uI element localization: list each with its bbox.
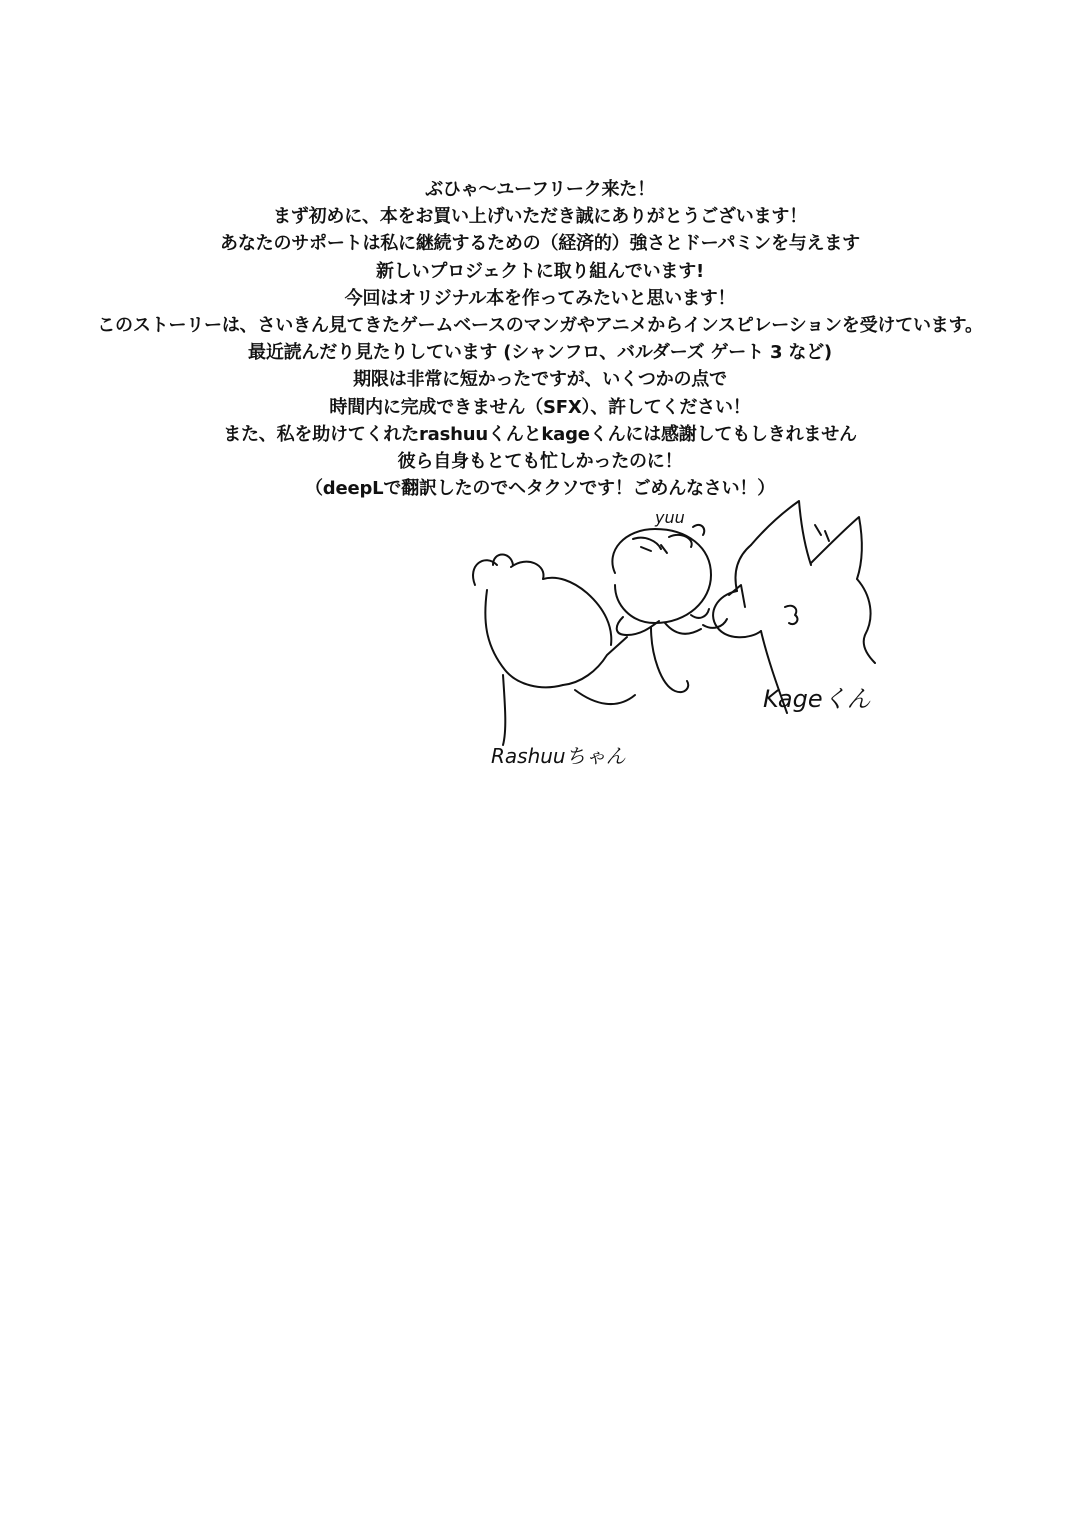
message-line: ぶひゃ〜ユーフリーク来た！ bbox=[425, 179, 655, 200]
sketch-labels bbox=[491, 508, 871, 768]
message-line: 期限は非常に短かったですが、いくつかの点で bbox=[353, 369, 727, 391]
yuu-figure bbox=[612, 525, 711, 692]
rashuu-label: Rashuuちゃん bbox=[491, 744, 626, 768]
kage-label: Kageくん bbox=[763, 685, 871, 713]
message-line: まず初めに、本をお買い上げいただき誠にありがとうございます！ bbox=[273, 206, 807, 228]
message-line: また、私を助けてくれたrashuuくんとkageくんには感謝してもしきれません bbox=[223, 423, 857, 445]
message-line: 新しいプロジェクトに取り組んでいます! bbox=[375, 260, 705, 282]
message-line: 時間内に完成できません（SFX）、許してください！ bbox=[329, 396, 751, 418]
kage-figure bbox=[691, 501, 875, 713]
message-line: 彼ら自身もとても忙しかったのに！ bbox=[397, 451, 683, 473]
afterword-message bbox=[0, 176, 1080, 502]
message-line: このストーリーは、さいきん見てきたゲームベースのマンガやアニメからインスピレーションを受けています。 bbox=[97, 315, 983, 337]
yuu-label: yuu bbox=[655, 508, 685, 527]
message-line: 今回はオリジナル本を作ってみたいと思います！ bbox=[344, 287, 736, 309]
message-line: 最近読んだり見たりしています (シャンフロ、バルダーズ ゲート 3 など) bbox=[248, 342, 832, 364]
rashuu-figure bbox=[473, 555, 635, 746]
character-sketch bbox=[455, 495, 895, 775]
message-line: （deepLで翻訳したのでヘタクソです！ごめんなさい！） bbox=[304, 478, 776, 500]
message-line: あなたのサポートは私に継続するための（経済的）強さとドーパミンを与えます bbox=[220, 233, 860, 255]
character-sketch-drawing bbox=[455, 495, 895, 775]
